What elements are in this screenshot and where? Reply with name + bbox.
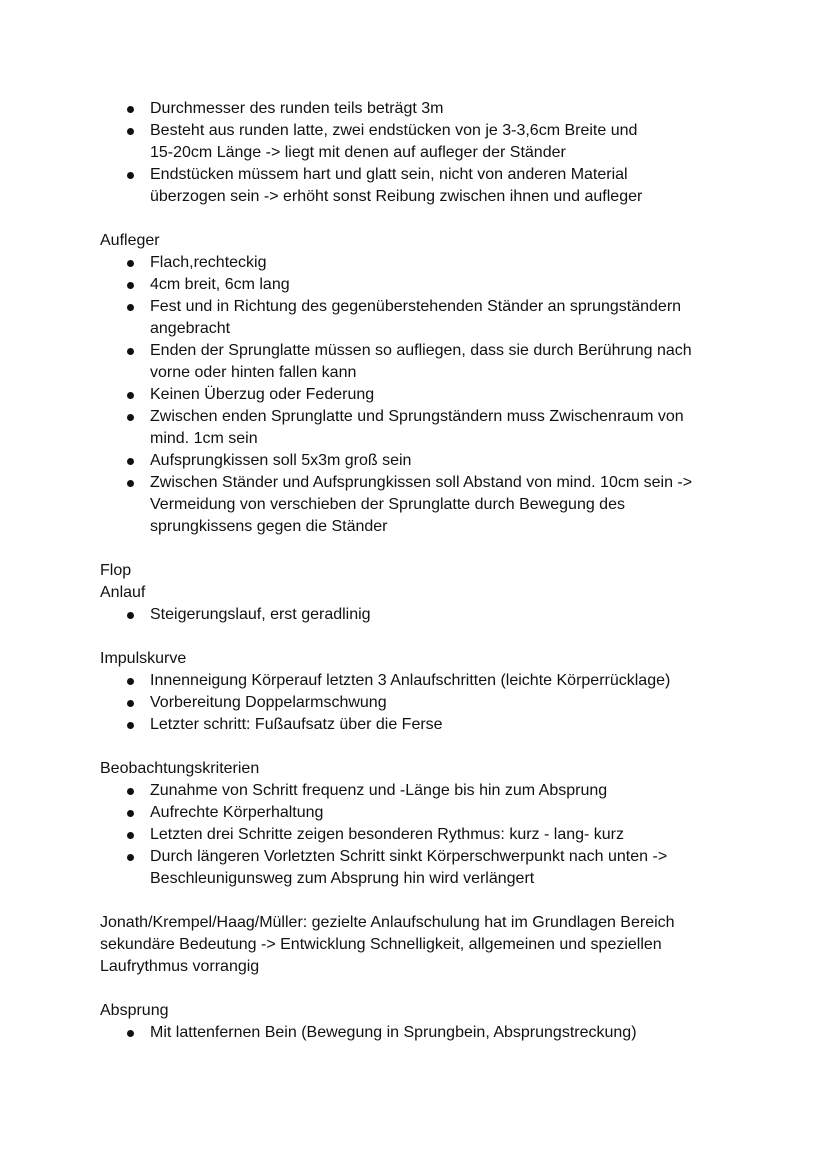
anlauf-list: [100, 604, 740, 626]
section-heading-flop: Flop: [100, 562, 132, 579]
list-item: Zwischen enden Sprunglatte und Sprungständern muss Zwischenraum von mind. 1cm sein: [100, 406, 730, 450]
bullet-icon: [127, 480, 134, 487]
list-item: Letzten drei Schritte zeigen besonderen Rythmus: kurz - lang- kurz: [100, 824, 730, 846]
list-item: Durchmesser des runden teils beträgt 3m: [100, 98, 730, 120]
list-item: Flach,rechteckig: [100, 252, 730, 274]
list-item: Innenneigung Körperauf letzten 3 Anlaufschritten (leichte Körperrücklage): [100, 670, 730, 692]
section-heading-beobachtungskriterien: Beobachtungskriterien: [100, 760, 260, 777]
bullet-icon: [127, 172, 134, 179]
bullet-icon: [127, 392, 134, 399]
list-item: Zwischen Ständer und Aufsprungkissen soll Abstand von mind. 10cm sein -> Vermeidung von verschieben der Sprunglatte durch Bewegung des sprungkissens gegen die Ständer: [100, 472, 730, 538]
aufleger-list: [100, 252, 740, 538]
citation-paragraph: Jonath/Krempel/Haag/Müller: gezielte Anlaufschulung hat im Grundlagen Bereich sekundäre Bedeutung -> Entwicklung Schnelligkeit, allgemeinen und speziellen Laufrythmus vorrangig: [100, 914, 675, 975]
latte-list: [100, 98, 740, 208]
bullet-icon: [127, 612, 134, 619]
bullet-icon: [127, 282, 134, 289]
bullet-icon: [127, 832, 134, 839]
list-item: Aufrechte Körperhaltung: [100, 802, 730, 824]
bullet-icon: [127, 810, 134, 817]
bullet-icon: [127, 722, 134, 729]
section-heading-impulskurve: Impulskurve: [100, 650, 187, 667]
section-heading-absprung: Absprung: [100, 1002, 169, 1019]
beobachtungskriterien-list: [100, 780, 740, 890]
bullet-icon: [127, 348, 134, 355]
absprung-list: [100, 1022, 740, 1044]
list-item: Fest und in Richtung des gegenüberstehenden Ständer an sprungständern angebracht: [100, 296, 730, 340]
bullet-icon: [127, 128, 134, 135]
list-item: Steigerungslauf, erst geradlinig: [100, 604, 730, 626]
list-item: Keinen Überzug oder Federung: [100, 384, 730, 406]
document-page: [100, 98, 740, 1044]
bullet-icon: [127, 458, 134, 465]
list-item: Letzter schritt: Fußaufsatz über die Ferse: [100, 714, 730, 736]
bullet-icon: [127, 106, 134, 113]
list-item: Vorbereitung Doppelarmschwung: [100, 692, 730, 714]
section-heading-aufleger: Aufleger: [100, 232, 160, 249]
list-item: Aufsprungkissen soll 5x3m groß sein: [100, 450, 730, 472]
section-subheading-anlauf: Anlauf: [100, 584, 146, 601]
bullet-icon: [127, 700, 134, 707]
list-item: Endstücken müssem hart und glatt sein, nicht von anderen Material überzogen sein -> erhöht sonst Reibung zwischen ihnen und aufleger: [100, 164, 730, 208]
bullet-icon: [127, 788, 134, 795]
bullet-icon: [127, 854, 134, 861]
list-item: Mit lattenfernen Bein (Bewegung in Sprungbein, Absprungstreckung): [100, 1022, 730, 1044]
bullet-icon: [127, 304, 134, 311]
list-item: Durch längeren Vorletzten Schritt sinkt Körperschwerpunkt nach unten -> Beschleunigunsweg zum Absprung hin wird verlängert: [100, 846, 730, 890]
bullet-icon: [127, 1030, 134, 1037]
bullet-icon: [127, 678, 134, 685]
list-item: 4cm breit, 6cm lang: [100, 274, 730, 296]
list-item: Zunahme von Schritt frequenz und -Länge bis hin zum Absprung: [100, 780, 730, 802]
bullet-icon: [127, 414, 134, 421]
list-item: Besteht aus runden latte, zwei endstücken von je 3-3,6cm Breite und 15-20cm Länge -> liegt mit denen auf auflege​r der Ständer: [100, 120, 730, 164]
list-item: Enden der Sprunglatte müssen so aufliegen, dass sie durch Berührung nach vorne oder hinten fallen kann: [100, 340, 730, 384]
impulskurve-list: [100, 670, 740, 736]
bullet-icon: [127, 260, 134, 267]
